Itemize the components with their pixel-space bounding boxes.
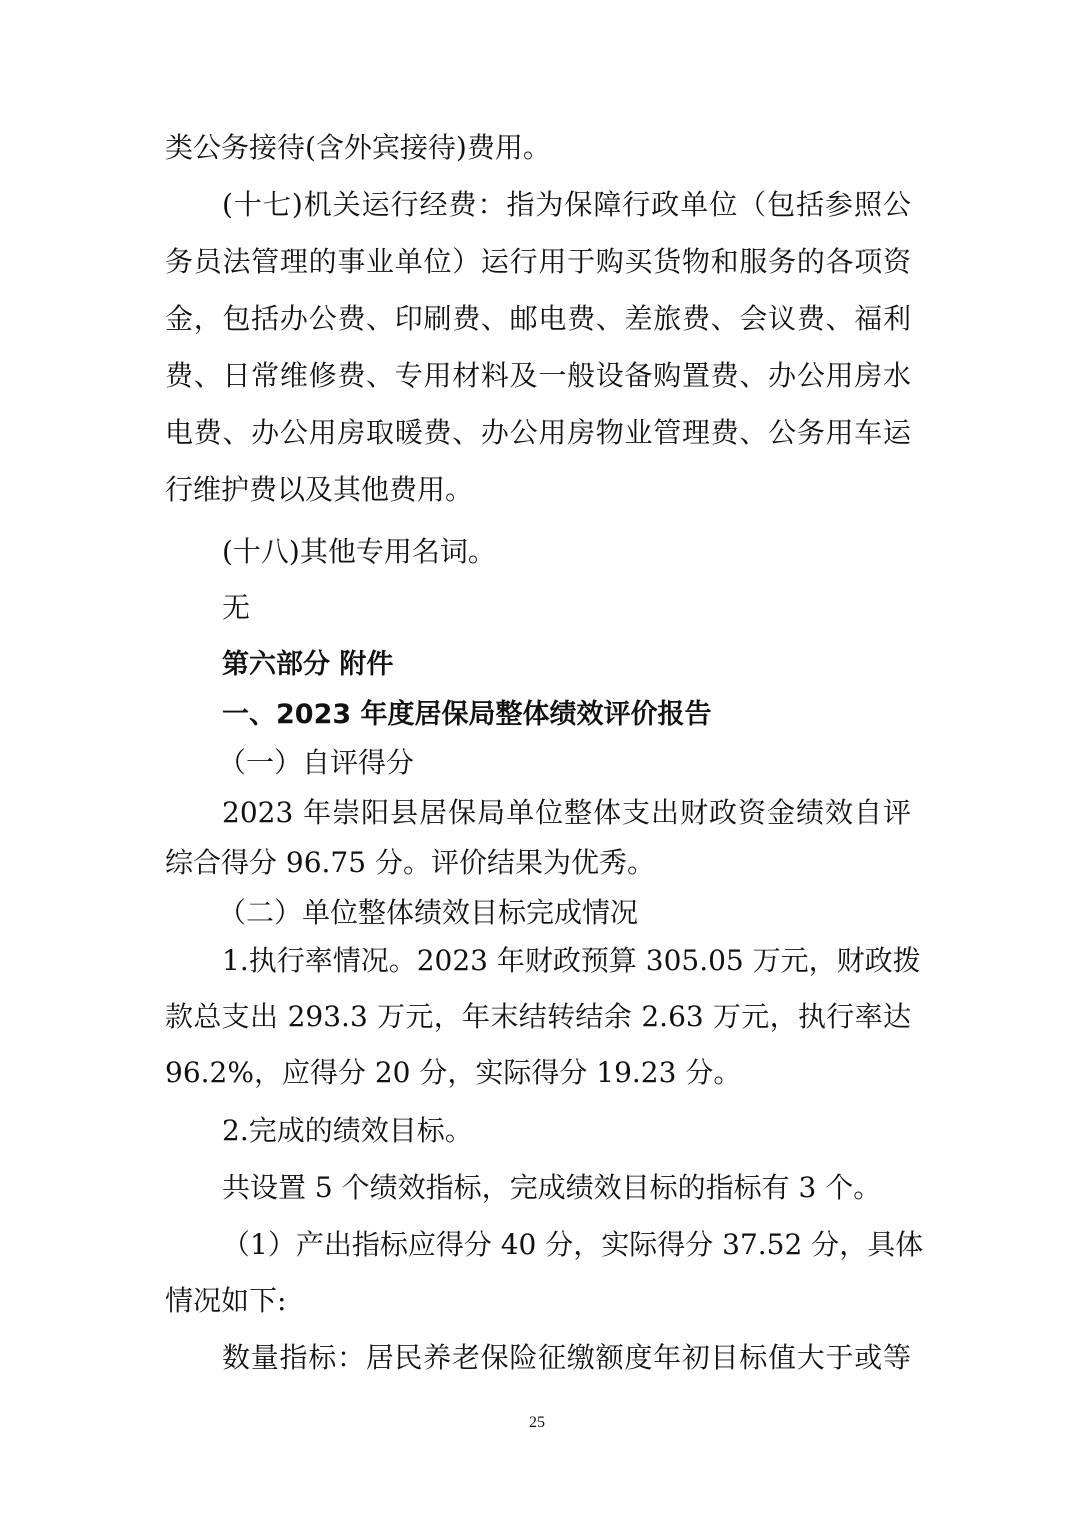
text-line-1: 类公务接待(含外宾接待)费用。 bbox=[165, 131, 551, 164]
text-line-17: 款总支出 293.3 万元，年末结转结余 2.63 万元，执行率达 bbox=[165, 1000, 911, 1033]
text-line-18: 96.2%，应得分 20 分，实际得分 19.23 分。 bbox=[165, 1056, 742, 1089]
text-line-21: （1）产出指标应得分 40 分，实际得分 37.52 分，具体 bbox=[222, 1228, 924, 1261]
text-line-14: 综合得分 96.75 分。评价结果为优秀。 bbox=[165, 846, 655, 879]
section-heading: 第六部分 附件 bbox=[222, 649, 394, 680]
text-line-13: 2023 年崇阳县居保局单位整体支出财政资金绩效自评 bbox=[222, 796, 911, 829]
text-line-23: 数量指标：居民养老保险征缴额度年初目标值大于或等 bbox=[222, 1341, 911, 1374]
text-line-2: (十七)机关运行经费：指为保障行政单位（包括参照公 bbox=[222, 188, 911, 221]
text-line-9: 无 bbox=[222, 591, 251, 624]
text-line-4: 金，包括办公费、印刷费、邮电费、差旅费、会议费、福利 bbox=[165, 302, 911, 335]
subsection-heading-2: （二）单位整体绩效目标完成情况 bbox=[218, 896, 639, 929]
text-line-3: 务员法管理的事业单位）运行用于购买货物和服务的各项资 bbox=[165, 245, 911, 278]
text-line-22: 情况如下: bbox=[165, 1284, 287, 1317]
page-number: 25 bbox=[529, 1414, 545, 1431]
text-line-5: 费、日常维修费、专用材料及一般设备购置费、办公用房水 bbox=[165, 359, 911, 392]
text-line-6: 电费、办公用房取暖费、办公用房物业管理费、公务用车运 bbox=[165, 416, 911, 449]
report-title: 一、2023 年度居保局整体绩效评价报告 bbox=[222, 699, 712, 730]
text-line-8: (十八)其他专用名词。 bbox=[222, 535, 496, 568]
subsection-heading-1: （一）自评得分 bbox=[218, 746, 415, 779]
text-line-20: 共设置 5 个绩效指标，完成绩效目标的指标有 3 个。 bbox=[222, 1171, 882, 1204]
text-line-7: 行维护费以及其他费用。 bbox=[165, 473, 474, 506]
text-line-19: 2.完成的绩效目标。 bbox=[222, 1114, 473, 1147]
text-line-16: 1.执行率情况。2023 年财政预算 305.05 万元，财政拨 bbox=[222, 944, 921, 977]
